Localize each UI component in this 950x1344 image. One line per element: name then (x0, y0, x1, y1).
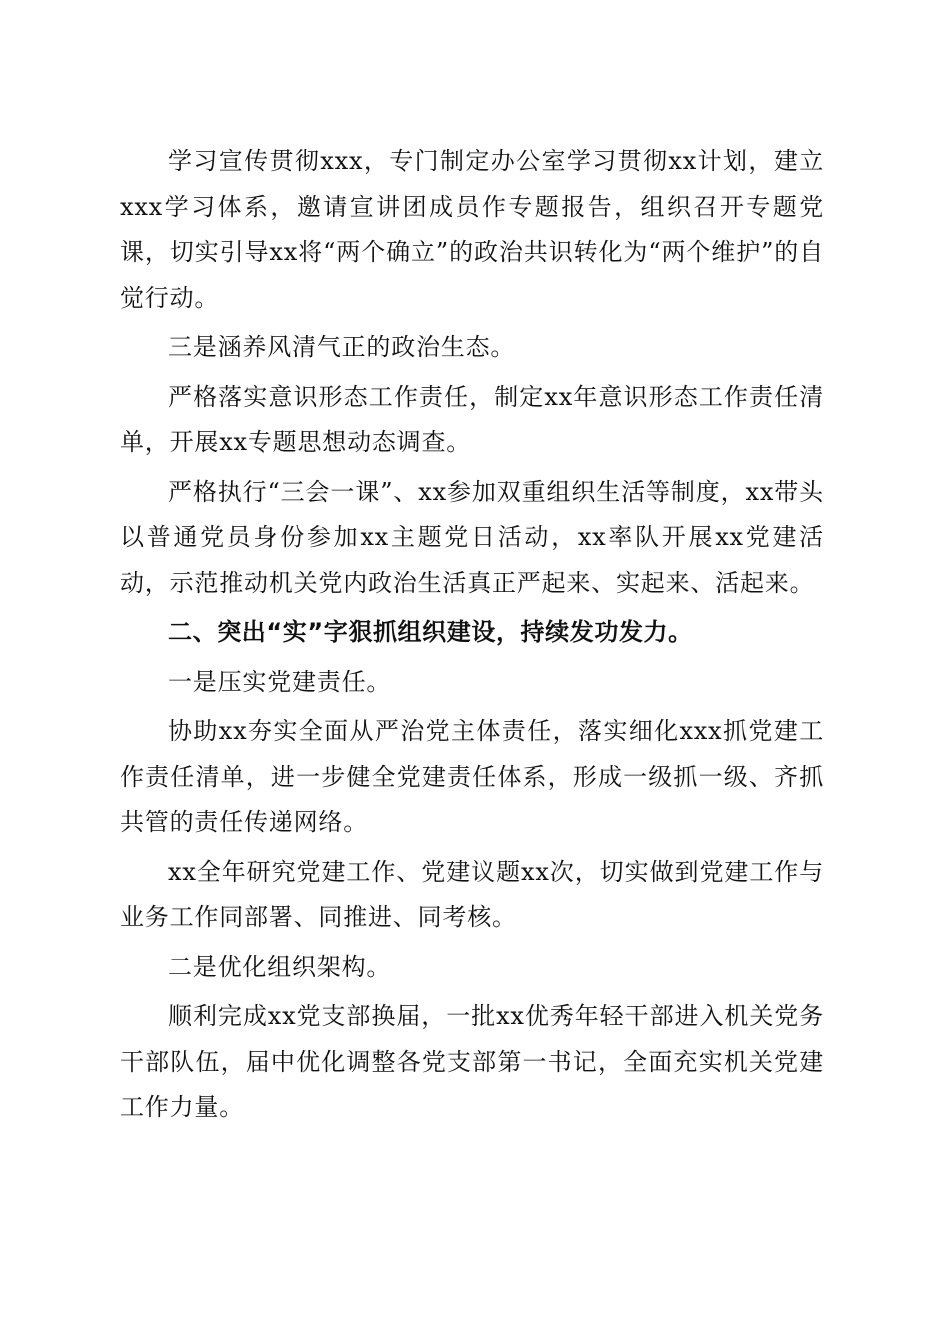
section-heading-organization-building: 二、突出“实”字狠抓组织建设，持续发功发力。 (168, 618, 693, 646)
document-body (120, 139, 824, 1135)
paragraph-organizational-life: 严格执行“三会一课”、xx参加双重组织生活等制度，xx带头以普通党员身份参加xx主题党日活动，xx率队开展xx党建活动，示范推动机关党内政治生活真正严起来、实起来、活起来。 (120, 477, 824, 597)
subheading-political-ecology: 三是涵养风清气正的政治生态。 (168, 333, 516, 361)
paragraph-annual-research: xx全年研究党建工作、党建议题xx次，切实做到党建工作与业务工作同部署、同推进、同考核。 (120, 857, 824, 931)
paragraph-study-publicity: 学习宣传贯彻xxx，专门制定办公室学习贯彻xx计划，建立xxx学习体系，邀请宣讲团成员作专题报告，组织召开专题党课，切实引导xx将“两个确立”的政治共识转化为“两个维护”的自觉行动。 (120, 147, 824, 312)
subheading-organization-structure: 二是优化组织架构。 (168, 952, 392, 981)
paragraph-branch-election: 顺利完成xx党支部换届，一批xx优秀年轻干部进入机关党务干部队伍，届中优化调整各党支部第一书记，全面充实机关党建工作力量。 (120, 1002, 824, 1121)
paragraph-ideology-responsibility: 严格落实意识形态工作责任，制定xx年意识形态工作责任清单，开展xx专题思想动态调查。 (120, 382, 824, 456)
paragraph-responsibility-system: 协助xx夯实全面从严治党主体责任，落实细化xxx抓党建工作责任清单，进一步健全党建责任体系，形成一级抓一级、齐抓共管的责任传递网络。 (120, 717, 824, 836)
subheading-party-responsibility: 一是压实党建责任。 (168, 667, 392, 696)
